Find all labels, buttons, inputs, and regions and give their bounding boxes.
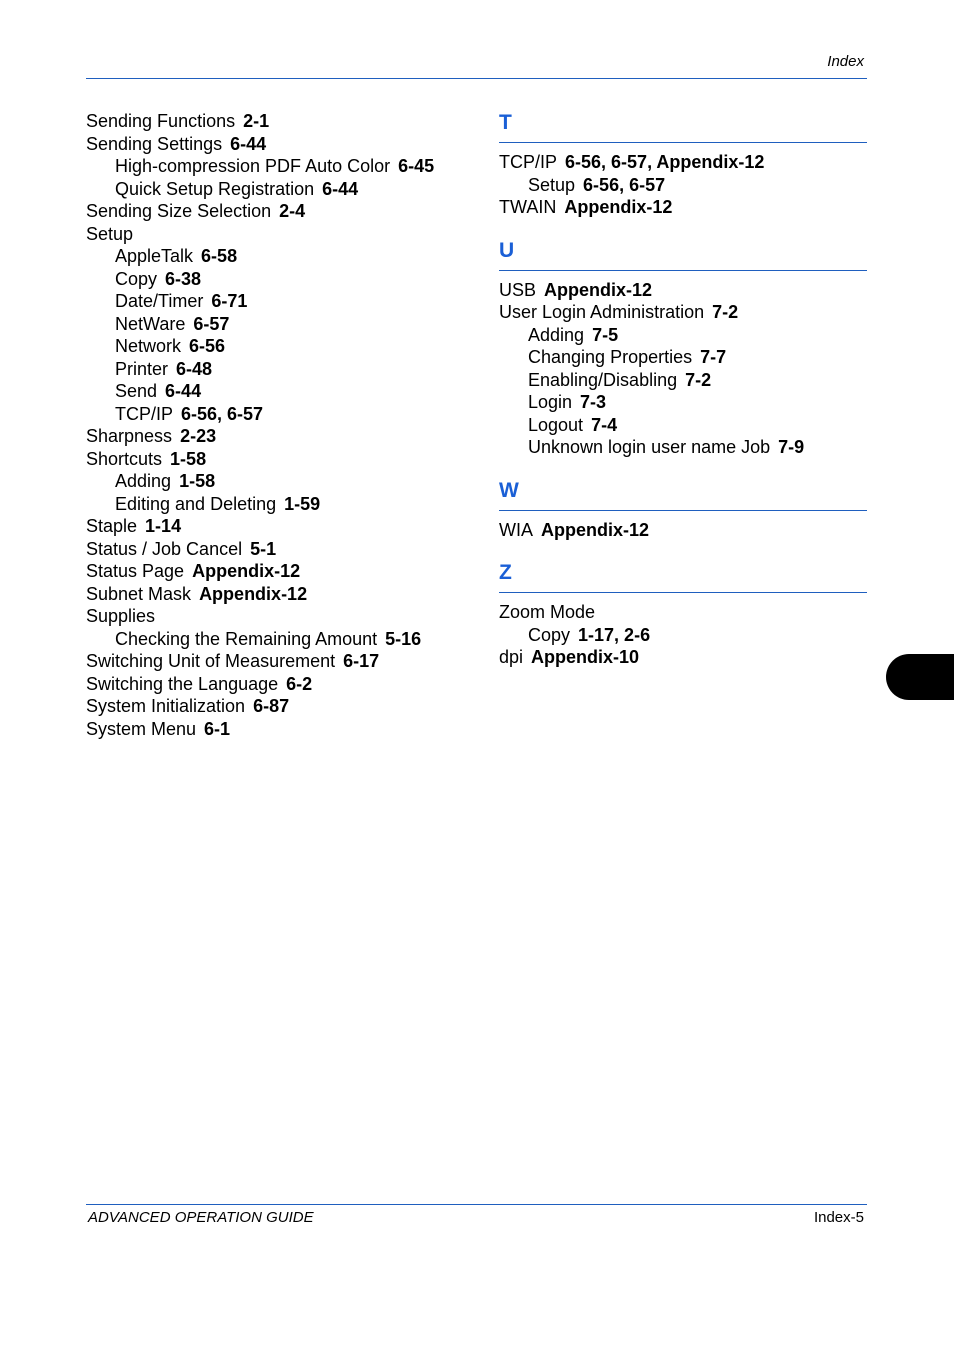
footer-guide-title: ADVANCED OPERATION GUIDE [88, 1209, 314, 1226]
index-term: Quick Setup Registration [115, 178, 315, 199]
header-rule [86, 78, 867, 79]
index-term: Login [528, 392, 573, 412]
index-term: Staple [86, 516, 138, 536]
index-subentry [86, 628, 476, 651]
index-term: Shortcuts [86, 448, 163, 469]
index-term: Changing Properties [528, 347, 693, 367]
index-subentry [499, 624, 867, 647]
index-page-ref[interactable]: 2-23 [180, 426, 217, 446]
index-term: Status / Job Cancel [86, 538, 243, 559]
index-term: Status Page [86, 561, 185, 581]
index-subentry [86, 313, 476, 336]
index-page-ref[interactable]: 6-2 [286, 673, 313, 694]
index-page-ref[interactable]: 1-59 [284, 493, 321, 514]
index-page-ref[interactable]: 6-56, 6-57, Appendix-12 [565, 152, 765, 172]
index-page-ref[interactable]: Appendix-10 [531, 647, 640, 667]
index-section-t [499, 110, 867, 219]
index-term: System Initialization [86, 696, 246, 716]
index-term: NetWare [115, 313, 186, 334]
index-subentry [86, 380, 476, 403]
index-page-ref[interactable]: 7-4 [591, 414, 618, 435]
index-term: Printer [115, 358, 169, 379]
index-term: Logout [528, 414, 584, 435]
section-rule [499, 592, 867, 593]
index-page-ref[interactable]: 6-48 [176, 358, 213, 379]
index-term: Adding [528, 324, 585, 345]
section-letter-heading: T [499, 111, 512, 134]
index-term: TWAIN [499, 197, 557, 217]
index-page-ref[interactable]: Appendix-12 [199, 583, 308, 604]
index-page-ref[interactable]: 7-7 [700, 347, 727, 367]
index-term: Setup [86, 223, 134, 244]
index-subentry [86, 335, 476, 358]
index-column-left [86, 110, 476, 740]
footer-rule [86, 1204, 867, 1205]
index-entry [86, 223, 476, 246]
section-letter-heading: U [499, 238, 515, 262]
index-term: Enabling/Disabling [528, 369, 678, 390]
section-gap [499, 219, 867, 238]
index-entry [499, 301, 867, 324]
index-term: High-compression PDF Auto Color [115, 156, 391, 176]
index-entry [86, 448, 476, 471]
section-rule [499, 270, 867, 271]
index-page-ref[interactable]: 1-17, 2-6 [578, 624, 651, 645]
index-entry [499, 196, 867, 219]
index-term: Copy [115, 268, 158, 289]
index-term: Sending Settings [86, 133, 223, 154]
index-page-ref[interactable]: 6-56 [189, 336, 226, 356]
index-term: Sending Size Selection [86, 201, 272, 221]
index-page-ref[interactable]: 6-87 [253, 696, 290, 716]
section-rule [499, 510, 867, 511]
index-term: Zoom Mode [499, 602, 596, 622]
index-page-ref[interactable]: 1-58 [170, 448, 207, 469]
index-entry [86, 133, 476, 156]
index-subentry [499, 436, 867, 459]
running-header-title: Index [827, 53, 864, 70]
index-subentry [499, 324, 867, 347]
index-entry [499, 646, 867, 669]
index-page-ref[interactable]: 7-2 [685, 369, 712, 390]
index-page-ref[interactable]: 1-14 [145, 516, 182, 536]
index-page-ref[interactable]: 6-57 [193, 313, 230, 334]
index-entry [86, 583, 476, 606]
chapter-thumb-tab [886, 654, 954, 700]
index-entry [499, 519, 867, 542]
index-term: Supplies [86, 606, 156, 626]
index-page-ref[interactable]: Appendix-12 [541, 519, 650, 540]
index-page-ref[interactable]: 2-1 [243, 111, 270, 131]
index-subentry [499, 174, 867, 197]
index-entry [86, 560, 476, 583]
index-entry [86, 200, 476, 223]
index-subentry [499, 369, 867, 392]
index-page-ref[interactable]: 7-5 [592, 324, 619, 345]
index-entry [86, 605, 476, 628]
index-page-ref[interactable]: 7-9 [778, 437, 805, 457]
index-term: Switching Unit of Measurement [86, 651, 336, 671]
index-term: dpi [499, 647, 524, 667]
index-term: WIA [499, 519, 533, 540]
index-page-ref[interactable]: 6-44 [322, 178, 359, 199]
index-term: Editing and Deleting [115, 493, 277, 514]
index-subentry [86, 358, 476, 381]
index-section-w [499, 478, 867, 542]
index-entry [86, 673, 476, 696]
index-page-ref[interactable]: Appendix-12 [544, 279, 653, 300]
index-page-ref[interactable]: 2-4 [279, 201, 306, 221]
index-term: System Menu [86, 718, 197, 739]
index-term: TCP/IP [499, 152, 558, 172]
index-subentry [86, 268, 476, 291]
index-term: USB [499, 279, 537, 300]
index-term: Sending Functions [86, 111, 236, 131]
section-letter-heading: Z [499, 561, 512, 584]
index-term: Checking the Remaining Amount [115, 628, 378, 649]
index-term: Unknown login user name Job [528, 437, 771, 457]
index-term: Copy [528, 624, 571, 645]
index-subentry [499, 391, 867, 414]
index-entry [499, 151, 867, 174]
index-term: User Login Administration [499, 302, 705, 322]
index-entry [499, 601, 867, 624]
index-page-ref[interactable]: 1-58 [179, 471, 216, 491]
index-entry [86, 425, 476, 448]
index-term: AppleTalk [115, 246, 194, 266]
index-page-ref[interactable]: 7-2 [712, 302, 739, 322]
index-entry [86, 718, 476, 741]
index-page-ref[interactable]: Appendix-12 [564, 197, 673, 217]
index-term: Adding [115, 471, 172, 491]
index-entry [86, 695, 476, 718]
index-term: Setup [528, 174, 576, 195]
index-page-ref[interactable]: 6-44 [165, 381, 202, 401]
index-term: Subnet Mask [86, 583, 192, 604]
index-entry [86, 515, 476, 538]
index-term: Sharpness [86, 426, 173, 446]
section-letter-heading: W [499, 478, 519, 502]
index-entry [86, 650, 476, 673]
index-column-right [499, 110, 867, 669]
index-subentry [86, 290, 476, 313]
index-page-ref[interactable]: 5-16 [385, 628, 422, 649]
index-subentry [499, 346, 867, 369]
index-page-ref[interactable]: 6-17 [343, 651, 380, 671]
index-page-ref[interactable]: 7-3 [580, 392, 607, 412]
section-gap [499, 459, 867, 478]
index-section-z [499, 560, 867, 669]
index-page-ref[interactable]: 6-45 [398, 156, 435, 176]
index-term: Send [115, 381, 158, 401]
index-term: TCP/IP [115, 403, 174, 424]
index-page-ref[interactable]: 6-1 [204, 718, 231, 739]
index-page-ref[interactable]: 6-56, 6-57 [181, 403, 264, 424]
footer-page-number: Index-5 [813, 1209, 864, 1226]
index-subentry [86, 245, 476, 268]
index-page-ref[interactable]: 6-58 [201, 246, 238, 266]
index-page-ref[interactable]: 6-71 [211, 291, 248, 311]
index-subentry [86, 403, 476, 426]
index-subentry [499, 414, 867, 437]
index-subentry [86, 178, 476, 201]
index-subentry [86, 155, 476, 178]
index-term: Switching the Language [86, 673, 279, 694]
index-page-ref[interactable]: 5-1 [250, 538, 277, 559]
section-rule [499, 142, 867, 143]
index-subentry [86, 470, 476, 493]
index-entry [86, 110, 476, 133]
index-page-ref[interactable]: Appendix-12 [192, 561, 301, 581]
index-entry [499, 279, 867, 302]
index-entry [86, 538, 476, 561]
index-term: Date/Timer [115, 291, 204, 311]
index-page-ref[interactable]: 6-38 [165, 268, 202, 289]
index-page-ref[interactable]: 6-44 [230, 133, 267, 154]
index-page-ref[interactable]: 6-56, 6-57 [583, 174, 666, 195]
section-gap [499, 541, 867, 560]
index-term: Network [115, 336, 182, 356]
index-section-u [499, 238, 867, 459]
index-subentry [86, 493, 476, 516]
